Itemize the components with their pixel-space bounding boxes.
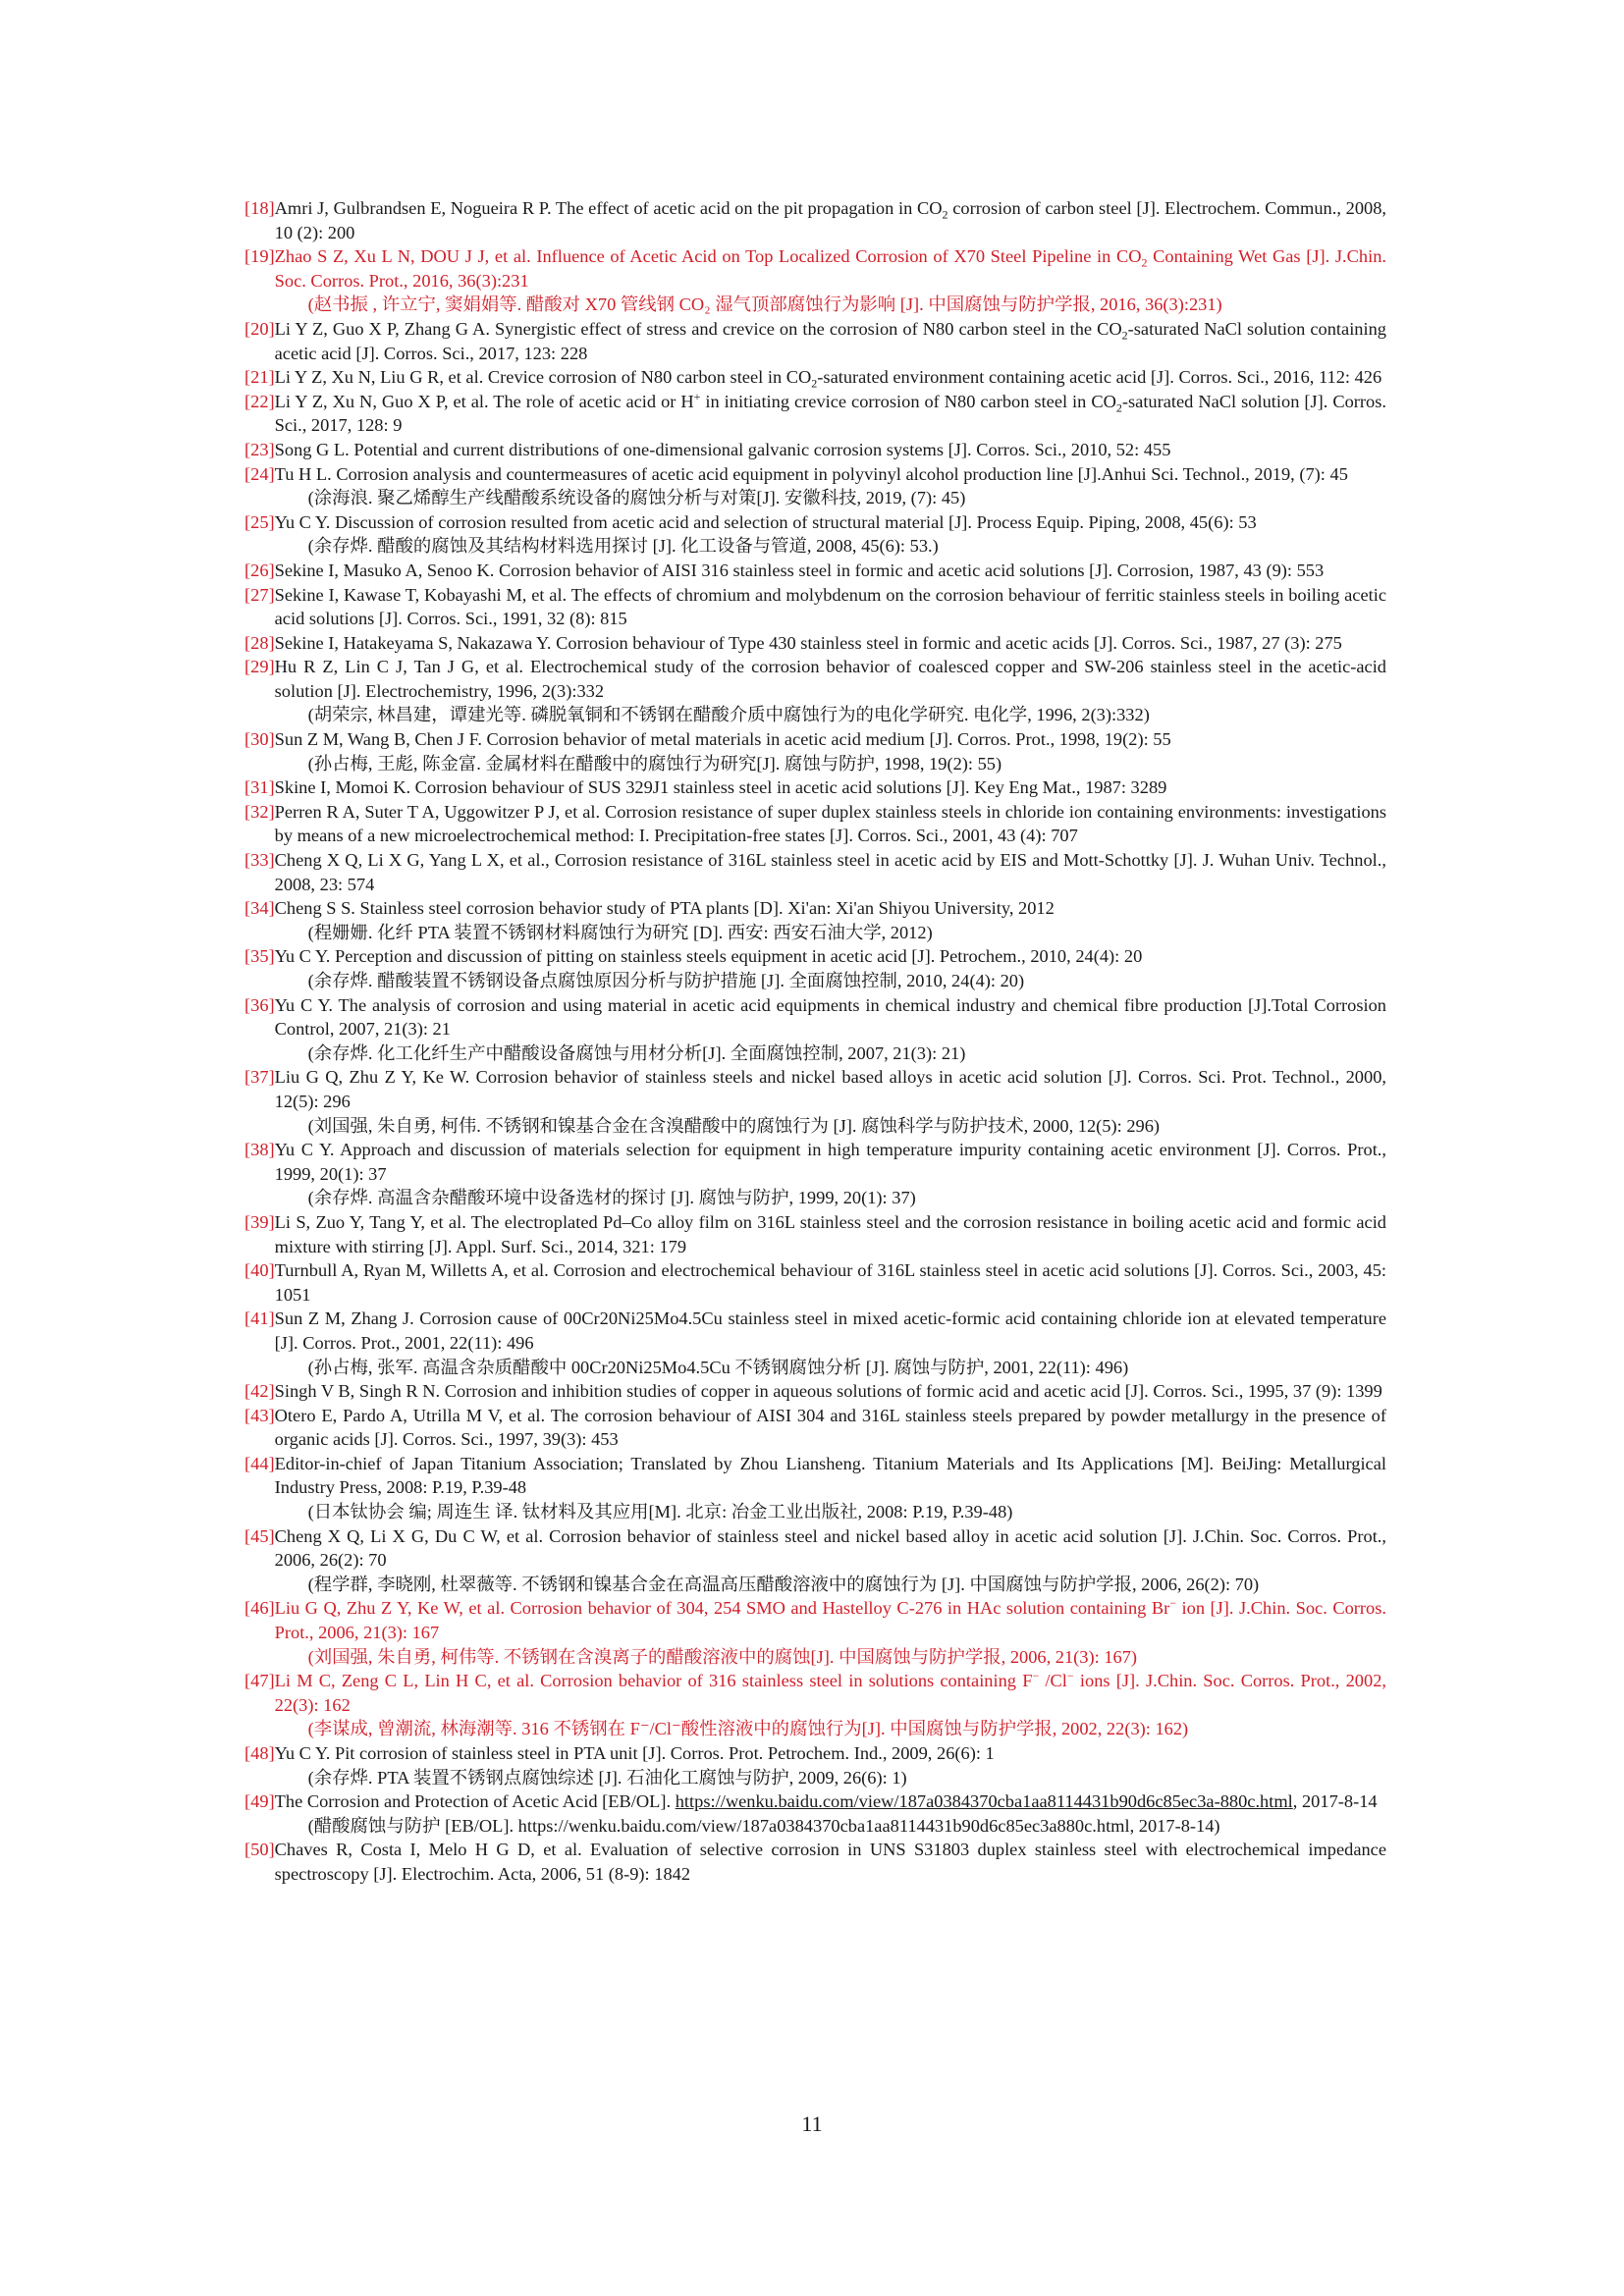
citation-fragment: The Corrosion and Protection of Acetic Acid [EB/OL].	[274, 1791, 676, 1812]
citation-fragment: Yu C Y. Discussion of corrosion resulted from acetic acid and selection of structural material [J]. Process Equip. Piping, 2008, 45(6): 53	[274, 511, 1257, 532]
reference-chinese-citation: (程姗姗. 化纤 PTA 装置不锈钢材料腐蚀行为研究 [D]. 西安: 西安石油大学, 2012)	[307, 922, 933, 942]
reference-chinese-citation: (日本钛协会 编; 周连生 译. 钛材料及其应用[M]. 北京: 冶金工业出版社, 2008: P.19, P.39-48)	[307, 1502, 1013, 1522]
reference-text	[275, 896, 1386, 944]
reference-text	[275, 583, 1386, 631]
reference-citation	[275, 1671, 1386, 1715]
reference-number: [30]	[244, 729, 275, 750]
citation-fragment: Zhao S Z, Xu L N, DOU J J, et al. Influence of Acetic Acid on Top Localized Corrosion of X70 Steel Pipeline in CO	[274, 246, 1142, 267]
reference-chinese-citation: (醋酸腐蚀与防护 [EB/OL]. https://wenku.baidu.com/view/187a0384370cba1aa8114431b90d6c85ec3a880c.html, 2017-8-14)	[307, 1815, 1220, 1836]
reference-entry	[244, 196, 1386, 244]
reference-number: [26]	[244, 560, 275, 580]
citation-fragment: −	[1066, 1669, 1074, 1683]
reference-citation	[275, 1308, 1386, 1353]
reference-entry	[244, 993, 1386, 1066]
reference-citation	[275, 1840, 1386, 1884]
reference-citation	[275, 1260, 1386, 1305]
reference-citation	[274, 367, 1382, 391]
citation-fragment: Sun Z M, Wang B, Chen J F. Corrosion behavior of metal materials in acetic acid medium [J]. Corros. Prot., 1998, 19(2): 55	[274, 729, 1171, 750]
reference-text	[275, 848, 1386, 896]
reference-citation	[274, 389, 1386, 436]
reference-citation	[275, 246, 1386, 291]
citation-fragment: /Cl	[1039, 1671, 1067, 1691]
reference-number: [37]	[244, 1067, 275, 1088]
citation-fragment: 2	[1121, 328, 1128, 343]
reference-url-link[interactable]: https://wenku.baidu.com/view/187a0384370cba1aa8114431b90d6c85ec3a-880c.html	[675, 1791, 1293, 1812]
reference-number: [19]	[244, 246, 275, 267]
citation-fragment: Liu G Q, Zhu Z Y, Ke W. Corrosion behavior of stainless steels and nickel based alloys in acetic acid solution [J]. Corros. Sci. Prot. Technol., 2000, 12(5): 296	[274, 1067, 1386, 1111]
reference-text	[275, 631, 1386, 656]
reference-chinese-citation: (孙占梅, 张军. 高温含杂质醋酸中 00Cr20Ni25Mo4.5Cu 不锈钢腐蚀分析 [J]. 腐蚀与防护, 2001, 22(11): 496)	[307, 1357, 1129, 1377]
reference-text	[275, 1669, 1386, 1741]
reference-entry	[244, 365, 1386, 390]
reference-text	[275, 1065, 1386, 1138]
reference-citation	[275, 850, 1386, 894]
citation-fragment: Cheng S S. Stainless steel corrosion behavior study of PTA plants [D]. Xi'an: Xi'an Shiyou University, 2012	[274, 898, 1055, 919]
reference-number: [47]	[244, 1671, 275, 1691]
citation-fragment: Yu C Y. Perception and discussion of pitting on stainless steels equipment in acetic acid [J]. Petrochem., 2010, 24(4): 20	[274, 946, 1143, 967]
citation-fragment: Containing Wet Gas [J]. J.Chin. Soc. Corros. Prot., 2016, 36(3):231	[274, 246, 1386, 291]
reference-text	[275, 390, 1386, 438]
citation-fragment: Hu R Z, Lin C J, Tan J G, et al. Electrochemical study of the corrosion behavior of coalesced copper and SW-206 stainless steel in the acetic-acid solution [J]. Electrochemistry, 1996, 2(3):332	[274, 657, 1386, 701]
reference-number: [24]	[244, 463, 275, 484]
citation-fragment: -saturated environment containing acetic acid [J]. Corros. Sci., 2016, 112: 426	[817, 367, 1382, 388]
reference-number: [49]	[244, 1791, 275, 1812]
reference-text	[275, 1741, 1386, 1789]
reference-citation	[275, 561, 1325, 580]
reference-number: [20]	[244, 318, 275, 339]
reference-number: [31]	[244, 777, 275, 798]
citation-fragment: 2	[1141, 255, 1148, 270]
reference-citation	[275, 657, 1386, 701]
reference-number: [40]	[244, 1260, 275, 1281]
citation-fragment: -saturated NaCl solution containing acetic acid [J]. Corros. Sci., 2017, 123: 228	[274, 318, 1386, 363]
reference-text	[275, 1404, 1386, 1452]
reference-text	[275, 800, 1386, 848]
citation-fragment: Editor-in-chief of Japan Titanium Association; Translated by Zhou Liansheng. Titanium Materials and Its Applications [M]. BeiJing: Metallurgical Industry Press, 2008: P.19, P.39-48	[274, 1453, 1386, 1498]
reference-number: [25]	[244, 511, 275, 532]
reference-number: [29]	[244, 657, 275, 677]
citation-fragment: Amri J, Gulbrandsen E, Nogueira R P. The effect of acetic acid on the pit propagation in CO	[274, 198, 943, 218]
citation-fragment: Singh V B, Singh R N. Corrosion and inhibition studies of copper in aqueous solutions of formic acid and acetic acid [J]. Corros. Sci., 1995, 37 (9): 1399	[274, 1381, 1382, 1402]
reference-entry	[244, 1669, 1386, 1741]
citation-fragment: Sun Z M, Zhang J. Corrosion cause of 00Cr20Ni25Mo4.5Cu stainless steel in mixed acetic-formic acid containing chloride ion at elevated temperature [J]. Corros. Prot., 2001, 22(11): 496	[274, 1308, 1386, 1353]
reference-chinese-citation: (孙占梅, 王彪, 陈金富. 金属材料在醋酸中的腐蚀行为研究[J]. 腐蚀与防护, 1998, 19(2): 55)	[307, 753, 1002, 774]
reference-entry	[244, 1838, 1386, 1886]
reference-chinese-citation: (余存烨. 高温含杂醋酸环境中设备选材的探讨 [J]. 腐蚀与防护, 1999, 20(1): 37)	[307, 1188, 916, 1208]
citation-fragment: Li Y Z, Guo X P, Zhang G A. Synergistic effect of stress and crevice on the corrosion of N80 carbon steel in the CO	[274, 318, 1122, 339]
reference-number: [43]	[244, 1405, 275, 1425]
reference-entry	[244, 1452, 1386, 1524]
reference-entry	[244, 1210, 1386, 1258]
reference-number: [33]	[244, 850, 275, 871]
reference-entry	[244, 1258, 1386, 1307]
reference-text	[275, 317, 1386, 365]
reference-number: [22]	[244, 391, 275, 411]
reference-entry	[244, 1138, 1386, 1210]
reference-number: [44]	[244, 1453, 275, 1473]
reference-chinese-citation: (程学群, 李晓刚, 杜翠薇等. 不锈钢和镍基合金在高温高压醋酸溶液中的腐蚀行为 [J]. 中国腐蚀与防护学报, 2006, 26(2): 70)	[307, 1574, 1260, 1594]
reference-chinese-citation: (李谋成, 曾潮流, 林海潮等. 316 不锈钢在 F⁻/Cl⁻酸性溶液中的腐蚀行为[J]. 中国腐蚀与防护学报, 2002, 22(3): 162)	[307, 1719, 1189, 1739]
reference-number: [28]	[244, 632, 275, 653]
reference-entry	[244, 800, 1386, 848]
reference-number: [50]	[244, 1840, 275, 1860]
reference-citation	[275, 729, 1171, 749]
citation-fragment: Sekine I, Hatakeyama S, Nakazawa Y. Corrosion behaviour of Type 430 stainless steel in formic and acetic acids [J]. Corros. Sci., 1987, 27 (3): 275	[274, 632, 1342, 653]
reference-number: [23]	[244, 439, 275, 459]
reference-text	[275, 727, 1386, 775]
reference-number: [21]	[244, 367, 275, 388]
reference-citation	[275, 898, 1055, 918]
reference-text	[275, 244, 1386, 317]
reference-citation	[275, 1381, 1382, 1401]
reference-chinese-citation: (余存烨. 醋酸装置不锈钢设备点腐蚀原因分析与防护措施 [J]. 全面腐蚀控制, 2010, 24(4): 20)	[307, 971, 1025, 990]
reference-number: [18]	[244, 198, 275, 218]
reference-entry	[244, 559, 1386, 583]
reference-citation	[275, 464, 1348, 484]
reference-text	[275, 1379, 1386, 1404]
reference-number: [46]	[244, 1598, 275, 1619]
reference-citation	[275, 1140, 1386, 1184]
reference-entry	[244, 1379, 1386, 1404]
reference-number: [39]	[244, 1211, 275, 1232]
citation-fragment: corrosion of carbon steel [J]. Electrochem. Commun., 2008, 10 (2): 200	[274, 198, 1387, 242]
reference-entry	[244, 462, 1386, 510]
citation-fragment: Yu C Y. The analysis of corrosion and using material in acetic acid equipments in chemical industry and chemical fibre production [J].Total Corrosion Control, 2007, 21(3): 21	[274, 994, 1386, 1040]
reference-entry	[244, 848, 1386, 896]
reference-citation	[275, 1212, 1386, 1256]
reference-number: [32]	[244, 801, 275, 822]
reference-chinese-citation: (余存烨. 化工化纤生产中醋酸设备腐蚀与用材分析[J]. 全面腐蚀控制, 2007, 21(3): 21)	[307, 1042, 966, 1063]
citation-fragment: ions [J]. J.Chin. Soc. Corros. Prot., 2002, 22(3): 162	[274, 1671, 1386, 1715]
reference-text	[275, 775, 1386, 800]
reference-entry	[244, 438, 1386, 462]
reference-entry	[244, 944, 1386, 992]
citation-fragment: -saturated NaCl solution [J]. Corros. Sci., 2017, 128: 9	[274, 391, 1386, 436]
citation-fragment: Liu G Q, Zhu Z Y, Ke W, et al. Corrosion behavior of 304, 254 SMO and Hastelloy C-276 in HAc solution containing Br	[274, 1598, 1170, 1619]
reference-citation	[275, 440, 1171, 459]
reference-text	[275, 196, 1386, 244]
citation-fragment: Li Y Z, Xu N, Guo X P, et al. The role of acetic acid or H	[274, 391, 694, 411]
citation-fragment: Li M C, Zeng C L, Lin H C, et al. Corrosion behavior of 316 stainless steel in solutions containing F	[274, 1671, 1033, 1691]
reference-citation	[275, 777, 1167, 797]
citation-fragment: in initiating crevice corrosion of N80 carbon steel in CO	[700, 391, 1116, 411]
citation-fragment: Otero E, Pardo A, Utrilla M V, et al. The corrosion behaviour of AISI 304 and 316L stainless steels prepared by powder metallurgy in the presence of organic acids [J]. Corros. Sci., 1997, 39(3): 453	[274, 1405, 1386, 1450]
reference-text	[275, 559, 1386, 583]
reference-text	[275, 1138, 1386, 1210]
reference-chinese-citation: (胡荣宗, 林昌建，谭建光等. 磷脱氧铜和不锈钢在醋酸介质中腐蚀行为的电化学研究. 电化学, 1996, 2(3):332)	[307, 705, 1150, 725]
reference-number: [41]	[244, 1308, 275, 1329]
reference-citation	[275, 633, 1342, 653]
citation-fragment: −	[1032, 1669, 1040, 1683]
citation-fragment: Turnbull A, Ryan M, Willetts A, et al. Corrosion and electrochemical behaviour of 316L stainless steel in acetic acid solutions [J]. Corros. Sci., 2003, 45: 1051	[274, 1260, 1386, 1305]
reference-text	[275, 1596, 1386, 1669]
reference-number: [34]	[244, 898, 275, 919]
citation-fragment: 2	[811, 376, 818, 391]
reference-text	[275, 438, 1386, 462]
reference-chinese-citation: (刘国强, 朱自勇, 柯伟. 不锈钢和镍基合金在含溴醋酸中的腐蚀行为 [J]. 腐蚀科学与防护技术, 2000, 12(5): 296)	[307, 1115, 1161, 1136]
reference-entry	[244, 1741, 1386, 1789]
citation-fragment: Skine I, Momoi K. Corrosion behaviour of SUS 329J1 stainless steel in acetic acid solutions [J]. Key Eng Mat., 1987: 3289	[274, 777, 1167, 798]
reference-entry	[244, 631, 1386, 656]
reference-text	[275, 462, 1386, 510]
reference-entry	[244, 896, 1386, 944]
citation-fragment: Cheng X Q, Li X G, Yang L X, et al., Corrosion resistance of 316L stainless steel in acetic acid by EIS and Mott-Schottky [J]. J. Wuhan Univ. Technol., 2008, 23: 574	[274, 850, 1386, 894]
reference-number: [38]	[244, 1140, 275, 1160]
reference-number: [35]	[244, 946, 275, 967]
reference-citation	[275, 995, 1386, 1040]
reference-number: [42]	[244, 1381, 275, 1402]
reference-entry	[244, 244, 1386, 317]
reference-citation	[275, 319, 1386, 363]
reference-entry	[244, 583, 1386, 631]
reference-citation	[275, 1598, 1386, 1642]
citation-fragment: Li Y Z, Xu N, Liu G R, et al. Crevice corrosion of N80 carbon steel in CO	[274, 367, 812, 388]
reference-entry	[244, 1596, 1386, 1669]
reference-text	[275, 1258, 1386, 1307]
reference-entry	[244, 1065, 1386, 1138]
reference-number: [48]	[244, 1743, 275, 1763]
reference-text	[275, 944, 1386, 992]
reference-text	[275, 1838, 1386, 1886]
reference-chinese-citation: (余存烨. 醋酸的腐蚀及其结构材料选用探讨 [J]. 化工设备与管道, 2008, 45(6): 53.)	[307, 536, 939, 557]
citation-fragment: Yu C Y. Approach and discussion of materials selection for equipment in high temperature impurity containing acetic environment [J]. Corros. Prot., 1999, 20(1): 37	[274, 1140, 1386, 1184]
reference-text	[275, 1524, 1386, 1597]
citation-fragment: Sekine I, Kawase T, Kobayashi M, et al. The effects of chromium and molybdenum on the corrosion behaviour of ferritic stainless steels in boiling acetic acid solutions [J]. Corros. Sci., 1991, 32 (8): 815	[274, 584, 1386, 629]
reference-entry	[244, 1524, 1386, 1597]
reference-text	[275, 655, 1386, 727]
reference-chinese-citation: (余存烨. PTA 装置不锈钢点腐蚀综述 [J]. 石油化工腐蚀与防护, 2009, 26(6): 1)	[307, 1767, 907, 1788]
reference-text	[275, 365, 1386, 390]
reference-text	[275, 1789, 1386, 1838]
reference-citation	[275, 1406, 1386, 1450]
reference-entry	[244, 510, 1386, 559]
reference-number: [27]	[244, 584, 275, 605]
reference-citation	[275, 1743, 995, 1763]
reference-citation	[275, 802, 1386, 846]
citation-fragment: +	[693, 389, 701, 403]
reference-entry	[244, 317, 1386, 365]
citation-fragment: 2	[1115, 400, 1122, 415]
reference-text	[275, 1210, 1386, 1258]
reference-number: [36]	[244, 994, 275, 1015]
citation-fragment: Cheng X Q, Li X G, Du C W, et al. Corrosion behavior of stainless steel and nickel based alloy in acetic acid solution [J]. J.Chin. Soc. Corros. Prot., 2006, 26(2): 70	[274, 1525, 1386, 1571]
reference-citation	[275, 1067, 1386, 1111]
reference-entry	[244, 775, 1386, 800]
citation-fragment: Perren R A, Suter T A, Uggowitzer P J, et al. Corrosion resistance of super duplex stainless steels in chloride ion containing environments: investigations by means of a new microelectrochemical method: I. Precipitation-free states [J]. Corros. Sci., 2001, 43 (4): 707	[274, 801, 1386, 846]
reference-text	[275, 1307, 1386, 1379]
citation-fragment: Chaves R, Costa I, Melo H G D, et al. Evaluation of selective corrosion in UNS S31803 duplex stainless steel with electrochemical impedance spectroscopy [J]. Electrochim. Acta, 2006, 51 (8-9): 1842	[274, 1840, 1386, 1884]
reference-citation	[275, 1526, 1386, 1571]
reference-chinese-citation: (刘国强, 朱自勇, 柯伟等. 不锈钢在含溴离子的醋酸溶液中的腐蚀[J]. 中国腐蚀与防护学报, 2006, 21(3): 167)	[307, 1646, 1138, 1667]
reference-citation	[275, 946, 1143, 966]
citation-fragment: ion [J]. J.Chin. Soc. Corros. Prot., 2006, 21(3): 167	[274, 1598, 1386, 1643]
page-number: 11	[801, 2111, 823, 2136]
reference-text	[275, 510, 1386, 559]
reference-citation	[275, 1454, 1386, 1498]
reference-text	[275, 993, 1386, 1066]
citation-fragment: 2	[942, 207, 948, 222]
reference-number: [45]	[244, 1525, 275, 1546]
citation-fragment: Yu C Y. Pit corrosion of stainless steel in PTA unit [J]. Corros. Prot. Petrochem. Ind., 2009, 26(6): 1	[274, 1743, 995, 1763]
reference-chinese-citation: (赵书振 , 许立宁, 窦娟娟等. 醋酸对 X70 管线钢 CO₂ 湿气顶部腐蚀行为影响 [J]. 中国腐蚀与防护学报, 2016, 36(3):231)	[307, 294, 1222, 315]
reference-citation	[275, 1791, 1378, 1811]
reference-entry	[244, 1404, 1386, 1452]
citation-fragment: Sekine I, Masuko A, Senoo K. Corrosion behavior of AISI 316 stainless steel in formic and acetic acid solutions [J]. Corrosion, 1987, 43 (9): 553	[274, 560, 1325, 580]
reference-entry	[244, 390, 1386, 438]
reference-citation	[275, 512, 1257, 532]
reference-citation	[275, 198, 1386, 242]
citation-fragment: −	[1169, 1596, 1177, 1611]
citation-fragment: Li S, Zuo Y, Tang Y, et al. The electroplated Pd–Co alloy film on 316L stainless steel and the corrosion resistance in boiling acetic acid and formic acid mixture with stirring [J]. Appl. Surf. Sci., 2014, 321: 179	[274, 1211, 1386, 1256]
citation-fragment: Song G L. Potential and current distributions of one-dimensional galvanic corrosion systems [J]. Corros. Sci., 2010, 52: 455	[274, 439, 1171, 459]
reference-entry	[244, 655, 1386, 727]
reference-entry	[244, 1789, 1386, 1838]
reference-list	[244, 196, 1386, 1887]
reference-entry	[244, 1307, 1386, 1379]
citation-fragment: Tu H L. Corrosion analysis and countermeasures of acetic acid equipment in polyvinyl alcohol production line [J].Anhui Sci. Technol., 2019, (7): 45	[274, 463, 1348, 484]
reference-citation	[275, 585, 1386, 629]
reference-text	[275, 1452, 1386, 1524]
citation-fragment: , 2017-8-14	[1292, 1791, 1378, 1812]
reference-entry	[244, 727, 1386, 775]
reference-chinese-citation: (涂海浪. 聚乙烯醇生产线醋酸系统设备的腐蚀分析与对策[J]. 安徽科技, 2019, (7): 45)	[307, 488, 966, 508]
